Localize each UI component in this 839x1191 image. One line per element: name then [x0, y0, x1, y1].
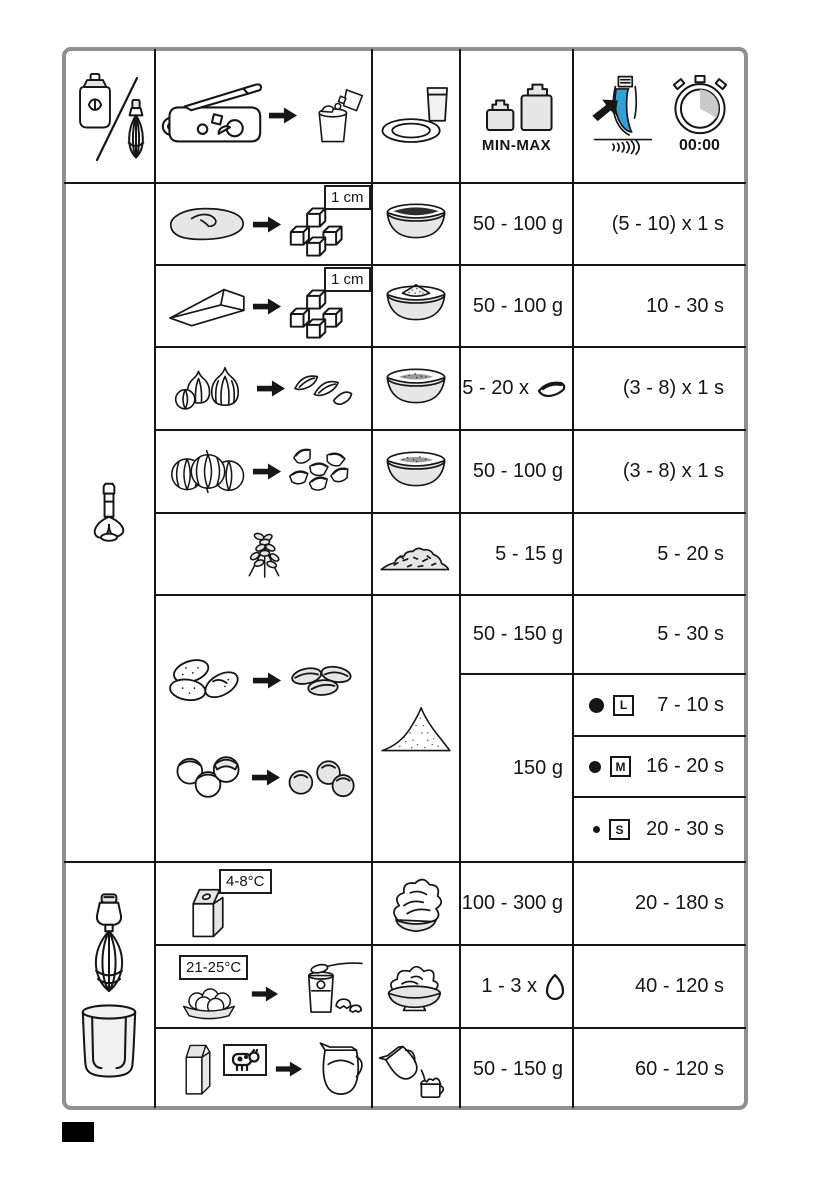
nuts-speed-m-row: M 16 - 20 s: [573, 736, 748, 797]
herbs-result-cell: [372, 513, 460, 595]
hazelnuts-icon: [170, 753, 246, 801]
herbs-time-cell: 5 - 20 s: [657, 542, 724, 565]
eggs-temp-label: 21-25°C: [179, 955, 248, 980]
eggs-qty-cell: 1 - 3 x: [460, 945, 573, 1028]
speed-dot-small: [593, 826, 600, 833]
milk-jug-icon: [311, 1039, 369, 1099]
bowl-grated-cheese-icon: [382, 283, 450, 329]
nuts-time-coarse-cell: 5 - 30 s: [657, 623, 724, 645]
whipped-egg-white-bowl-icon: [383, 962, 449, 1012]
meat-result-cell: [372, 183, 460, 265]
cheese-qty-cell: 50 - 100 g: [472, 294, 563, 317]
plate-and-glass-icon: [380, 84, 452, 146]
speed-l-badge: L: [613, 695, 634, 716]
speed-dot-large: [589, 698, 604, 713]
arrow-right-icon: [268, 105, 298, 126]
header-time-cell: [573, 47, 748, 183]
cube-size-label: 1 cm: [324, 267, 371, 292]
arrow-right-icon: [252, 461, 282, 482]
egg-in-beaker-icon: [289, 958, 365, 1016]
arrow-right-icon: [252, 214, 282, 235]
arrow-right-icon: [252, 670, 282, 691]
herbs-food-cell: [155, 513, 372, 595]
cutting-board-knife-icon: [160, 79, 264, 151]
cream-result-cell: [372, 862, 460, 945]
chopper-tool-cell: [62, 183, 155, 862]
onion-qty-cell: 50 - 100 g: [472, 460, 563, 482]
header-prep-cell: [155, 47, 372, 183]
meat-qty-cell: 50 - 100 g: [472, 212, 563, 235]
min-max-label: MIN-MAX: [481, 136, 552, 154]
cube-size-label: 1 cm: [324, 185, 371, 210]
onion-result-cell: [372, 430, 460, 513]
garlic-qty-cell: 5 - 20 x: [460, 347, 573, 430]
stopwatch-icon: [668, 75, 732, 135]
weights-min-max-icon: [477, 77, 557, 134]
speed-m-badge: M: [610, 756, 631, 777]
cheese-result-cell: [372, 265, 460, 347]
milk-qty-cell: 50 - 150 g: [472, 1057, 563, 1080]
herbs-qty-cell: 5 - 15 g: [495, 542, 563, 565]
eggs-time-cell: 40 - 120 s: [635, 975, 724, 997]
milk-froth-pour-icon: [378, 1041, 454, 1098]
meat-time-cell: (5 - 10) x 1 s: [611, 212, 724, 235]
bowl-minced-garlic-icon: [382, 366, 450, 412]
shelled-hazelnuts-icon: [286, 758, 358, 797]
meat-food-cell: [155, 183, 372, 265]
whipped-cream-icon: [388, 874, 444, 934]
speed-s-badge: S: [609, 819, 630, 840]
onion-food-cell: [155, 430, 372, 513]
header-serving-cell: [372, 47, 460, 183]
nuts-qty-coarse-cell: 50 - 150 g: [472, 623, 563, 645]
cow-label: [223, 1044, 267, 1076]
cream-time-cell: 20 - 180 s: [635, 892, 724, 914]
whisk-icon: [123, 99, 149, 161]
almonds-icon: [169, 656, 247, 705]
onions-icon: [169, 449, 247, 494]
eggs-food-cell: [155, 945, 372, 1028]
header-tools-cell: [62, 47, 155, 183]
cheese-food-cell: [155, 265, 372, 347]
garlic-clove-icon: [537, 379, 567, 399]
bowl-minced-meat-icon: [382, 201, 450, 247]
egg-tray-icon: [177, 981, 241, 1021]
chopped-herbs-icon: [379, 536, 453, 573]
egg-icon: [545, 974, 565, 1000]
cow-label-icon: [228, 1048, 262, 1072]
whisk-tool-cell: [62, 862, 155, 1110]
speed-dot-medium: [589, 761, 601, 773]
milk-food-cell: [155, 1028, 372, 1110]
garlic-cloves-icon: [292, 369, 356, 408]
header-quantity-cell: [460, 47, 573, 183]
arrow-right-icon: [251, 767, 281, 788]
garlic-bulbs-icon: [172, 362, 250, 416]
nuts-food-cell: [155, 595, 372, 862]
nuts-speed-s-row: S 20 - 30 s: [573, 797, 748, 862]
cheese-time-cell: 10 - 30 s: [646, 294, 724, 317]
milk-time-cell: 60 - 120 s: [635, 1057, 724, 1080]
arrow-right-icon: [252, 296, 282, 317]
garlic-time-cell: (3 - 8) x 1 s: [622, 377, 724, 399]
chopping-blade-icon: [89, 482, 129, 564]
whisk-icon: [86, 893, 132, 997]
nuts-result-cell: [372, 595, 460, 862]
cream-qty-cell: 100 - 300 g: [461, 892, 563, 914]
milk-result-cell: [372, 1028, 460, 1110]
turbo-button-press-icon: [590, 63, 656, 167]
arrow-right-icon: [256, 378, 286, 399]
arrow-right-icon: [251, 984, 279, 1004]
nuts-qty-fine-cell: 150 g: [512, 756, 563, 779]
steak-icon: [167, 203, 247, 245]
milk-carton-icon: [181, 1040, 215, 1098]
page-corner-marker: [62, 1122, 94, 1142]
nuts-speed-l-row: L 7 - 10 s: [573, 674, 748, 736]
shelled-almonds-icon: [287, 663, 359, 699]
eggs-result-cell: [372, 945, 460, 1028]
onion-pieces-icon: [287, 447, 359, 497]
bowl-chopped-onion-icon: [382, 449, 450, 495]
pour-into-jar-icon: [302, 84, 368, 146]
garlic-result-cell: [372, 347, 460, 430]
ground-nuts-pile-icon: [379, 702, 453, 755]
cubes-1cm-icon: [287, 285, 349, 343]
cheese-wedge-icon: [167, 285, 247, 328]
arrow-right-icon: [275, 1059, 303, 1079]
beaker-icon: [80, 1003, 138, 1079]
cream-food-cell: [155, 862, 372, 945]
herb-sprigs-icon: [234, 521, 294, 587]
garlic-food-cell: [155, 347, 372, 430]
timer-label: 00:00: [679, 137, 720, 154]
cream-temp-label: 4-8°C: [219, 869, 272, 894]
onion-time-cell: (3 - 8) x 1 s: [622, 460, 724, 482]
cubes-1cm-icon: [287, 203, 349, 261]
